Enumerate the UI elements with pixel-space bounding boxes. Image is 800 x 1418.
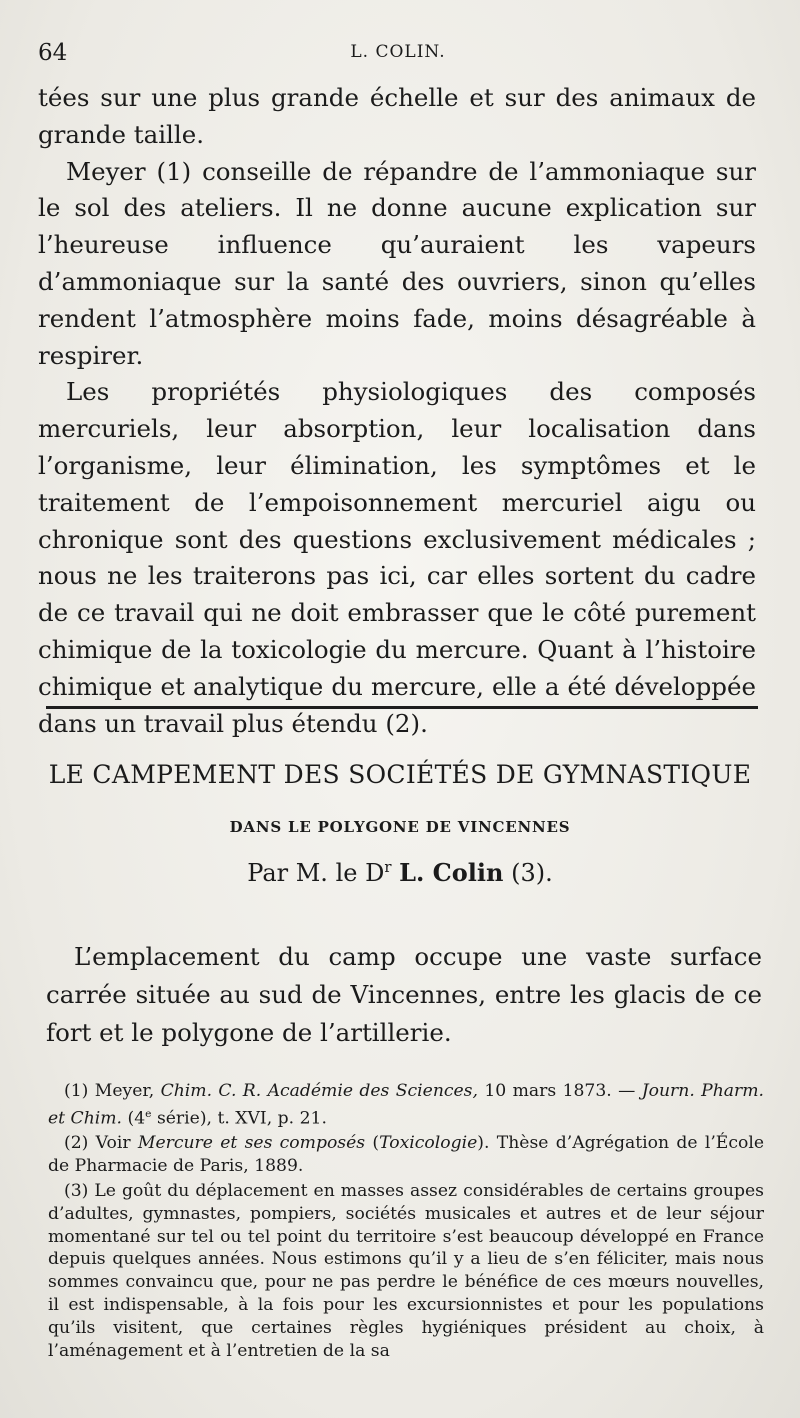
- byline-prefix: Par M. le D: [247, 859, 385, 887]
- footnote-2: (2) Voir Mercure et ses composés (Toxicologie). Thèse d’Agrégation de l’École de Pharmacie de Paris, 1889.: [48, 1133, 764, 1177]
- running-head: [38, 40, 758, 68]
- byline-note: (3).: [511, 859, 553, 887]
- footnotes: [48, 1080, 764, 1364]
- paragraph-continuation: tées sur une plus grande échelle et sur des animaux de grande taille.: [38, 83, 756, 149]
- article-title: LE CAMPEMENT DES SOCIÉTÉS DE GYMNASTIQUE: [48, 760, 752, 789]
- page-number: 64: [38, 40, 68, 66]
- footnote-1: (1) Meyer, Chim. C. R. Académie des Sciences, 10 mars 1873. — Journ. Pharm. et Chim. (4e série), t. XVI, p. 21.: [48, 1081, 765, 1129]
- byline-sup: r: [384, 858, 392, 876]
- intro-paragraph: L’emplacement du camp occupe une vaste surface carrée située au sud de Vincennes, entre les glacis de ce fort et le polygone de l’artillerie.: [46, 942, 762, 1047]
- paragraph-meyer: Meyer (1) conseille de répandre de l’ammoniaque sur le sol des ateliers. Il ne donne aucune explication sur l’heureuse influence qu’auraient les vapeurs d’ammoniaque sur la santé des ouvriers, sinon qu’elles rendent l’atmosphère moins fade, moins désagréable à respirer.: [38, 156, 756, 370]
- author-name: L. Colin: [399, 858, 504, 887]
- article-intro: [46, 938, 762, 1052]
- paragraph-properties: Les propriétés physiologiques des composés mercuriels, leur absorption, leur localisation dans l’organisme, leur élimination, les symptômes et le traitement de l’empoisonnement mercuriel aigu ou chronique sont des questions exclusivement médicales ; nous ne les traiterons pas ici, car elles sortent du cadre de ce travail qui ne doit embrasser que le côté purement chimique de la toxicologie du mercure. Quant à l’histoire chimique et analytique du mercure, elle a été développée dans un travail plus étendu (2).: [38, 377, 756, 738]
- footnote-3: (3) Le goût du déplacement en masses assez considérables de certains groupes d’adultes, gymnastes, pompiers, sociétés musicales et autres et de leur séjour momentané sur tel ou tel point du territoire s’est beaucoup développé en France depuis quelques années. Nous estimons qu’il y a lieu de s’en féliciter, mais nous sommes convaincu que, pour ne pas perdre le bénéfice de ces mœurs nouvelles, il est indispensable, à la fois pour les excursionnistes et pour les populations qu’ils visitent, que certaines règles hygiéniques président au choix, à l’aménagement et à l’entretien de la sa: [48, 1180, 764, 1361]
- body-text: [38, 80, 756, 742]
- article-subtitle: DANS LE POLYGONE DE VINCENNES: [229, 818, 571, 836]
- section-divider: [46, 706, 758, 709]
- article-byline: [38, 858, 762, 887]
- running-title: L. COLIN.: [350, 42, 446, 62]
